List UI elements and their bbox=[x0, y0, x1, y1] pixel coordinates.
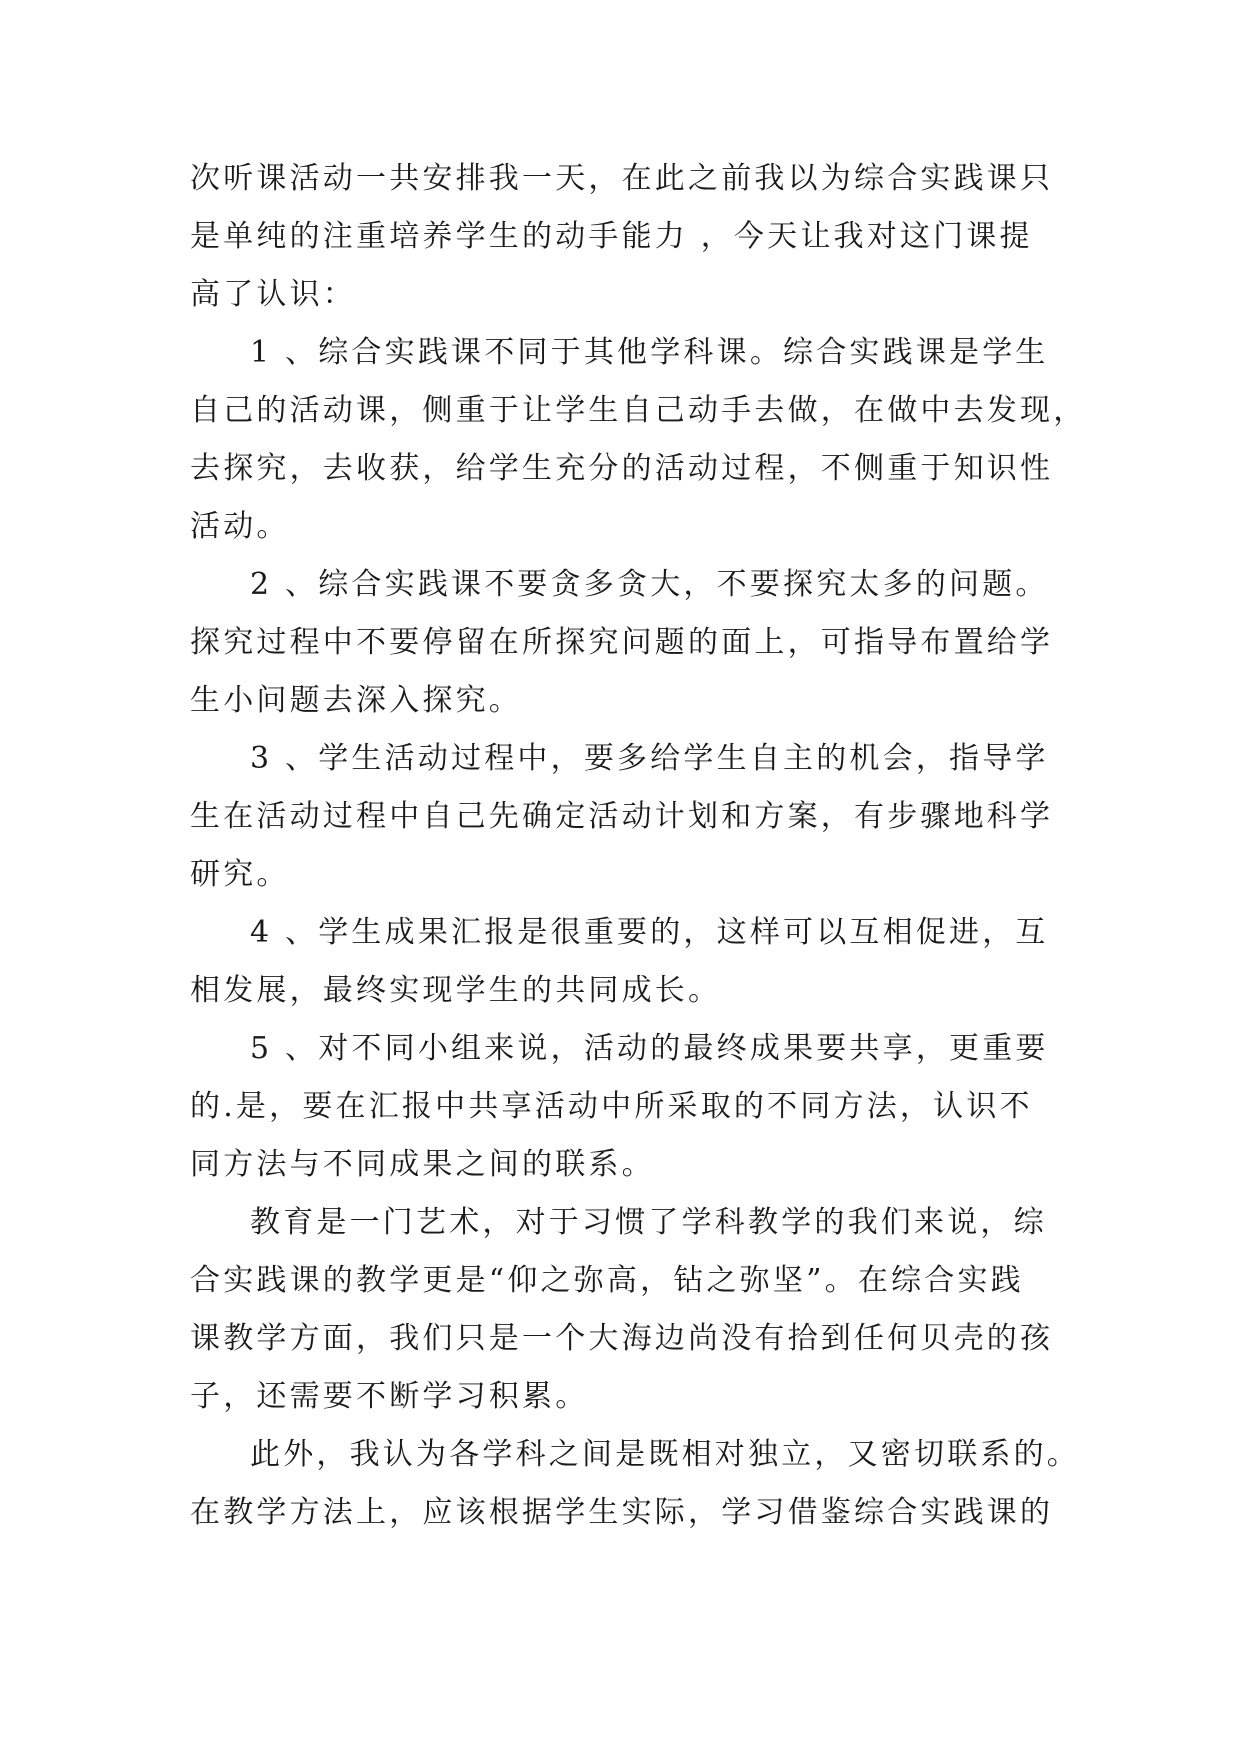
text-line: 课教学方面，我们只是一个大海边尚没有拾到任何贝壳的孩 bbox=[190, 1321, 1054, 1356]
paragraph-additionally-line: 此外，我认为各学科之间是既相对独立，又密切联系的。 bbox=[250, 1437, 1080, 1472]
list-item-3-line: 3 、学生活动过程中，要多给学生自主的机会，指导学 bbox=[250, 741, 1049, 776]
body-text bbox=[190, 150, 1087, 1542]
text-line: 生在活动过程中自己先确定活动计划和方案，有步骤地科学 bbox=[190, 799, 1054, 834]
text-line: 高了认识： bbox=[190, 277, 356, 312]
list-item-2-line: 2 、综合实践课不要贪多贪大，不要探究太多的问题。 bbox=[250, 567, 1049, 602]
list-item-4-line: 4 、学生成果汇报是很重要的，这样可以互相促进，互 bbox=[250, 915, 1049, 950]
text-line: 同方法与不同成果之间的联系。 bbox=[190, 1147, 655, 1182]
text-line: 探究过程中不要停留在所探究问题的面上，可指导布置给学 bbox=[190, 625, 1054, 660]
text-line: 去探究，去收获，给学生充分的活动过程，不侧重于知识性 bbox=[190, 451, 1054, 486]
text-line: 子，还需要不断学习积累。 bbox=[190, 1379, 589, 1414]
text-line: 次听课活动一共安排我一天，在此之前我以为综合实践课只 bbox=[190, 161, 1054, 196]
text-line: 自己的活动课，侧重于让学生自己动手去做，在做中去发现， bbox=[190, 393, 1087, 428]
list-item-5-line: 5 、对不同小组来说，活动的最终成果要共享，更重要 bbox=[250, 1031, 1049, 1066]
text-line: 在教学方法上，应该根据学生实际，学习借鉴综合实践课的 bbox=[190, 1495, 1054, 1530]
text-line: 活动。 bbox=[190, 509, 290, 544]
text-line: 生小问题去深入探究。 bbox=[190, 683, 522, 718]
paragraph-education-line: 教育是一门艺术，对于习惯了学科教学的我们来说，综 bbox=[250, 1205, 1047, 1240]
list-item-1-line: 1 、综合实践课不同于其他学科课。综合实践课是学生 bbox=[250, 335, 1049, 370]
text-line: 是单纯的注重培养学生的动手能力 ，今天让我对这门课提 bbox=[190, 219, 1033, 254]
text-line: 合实践课的教学更是“仰之弥高，钻之弥坚”。在综合实践 bbox=[190, 1263, 1024, 1298]
text-line: 的.是，要在汇报中共享活动中所采取的不同方法，认识不 bbox=[190, 1089, 1033, 1124]
text-line: 研究。 bbox=[190, 857, 290, 892]
text-line: 相发展，最终实现学生的共同成长。 bbox=[190, 973, 722, 1008]
